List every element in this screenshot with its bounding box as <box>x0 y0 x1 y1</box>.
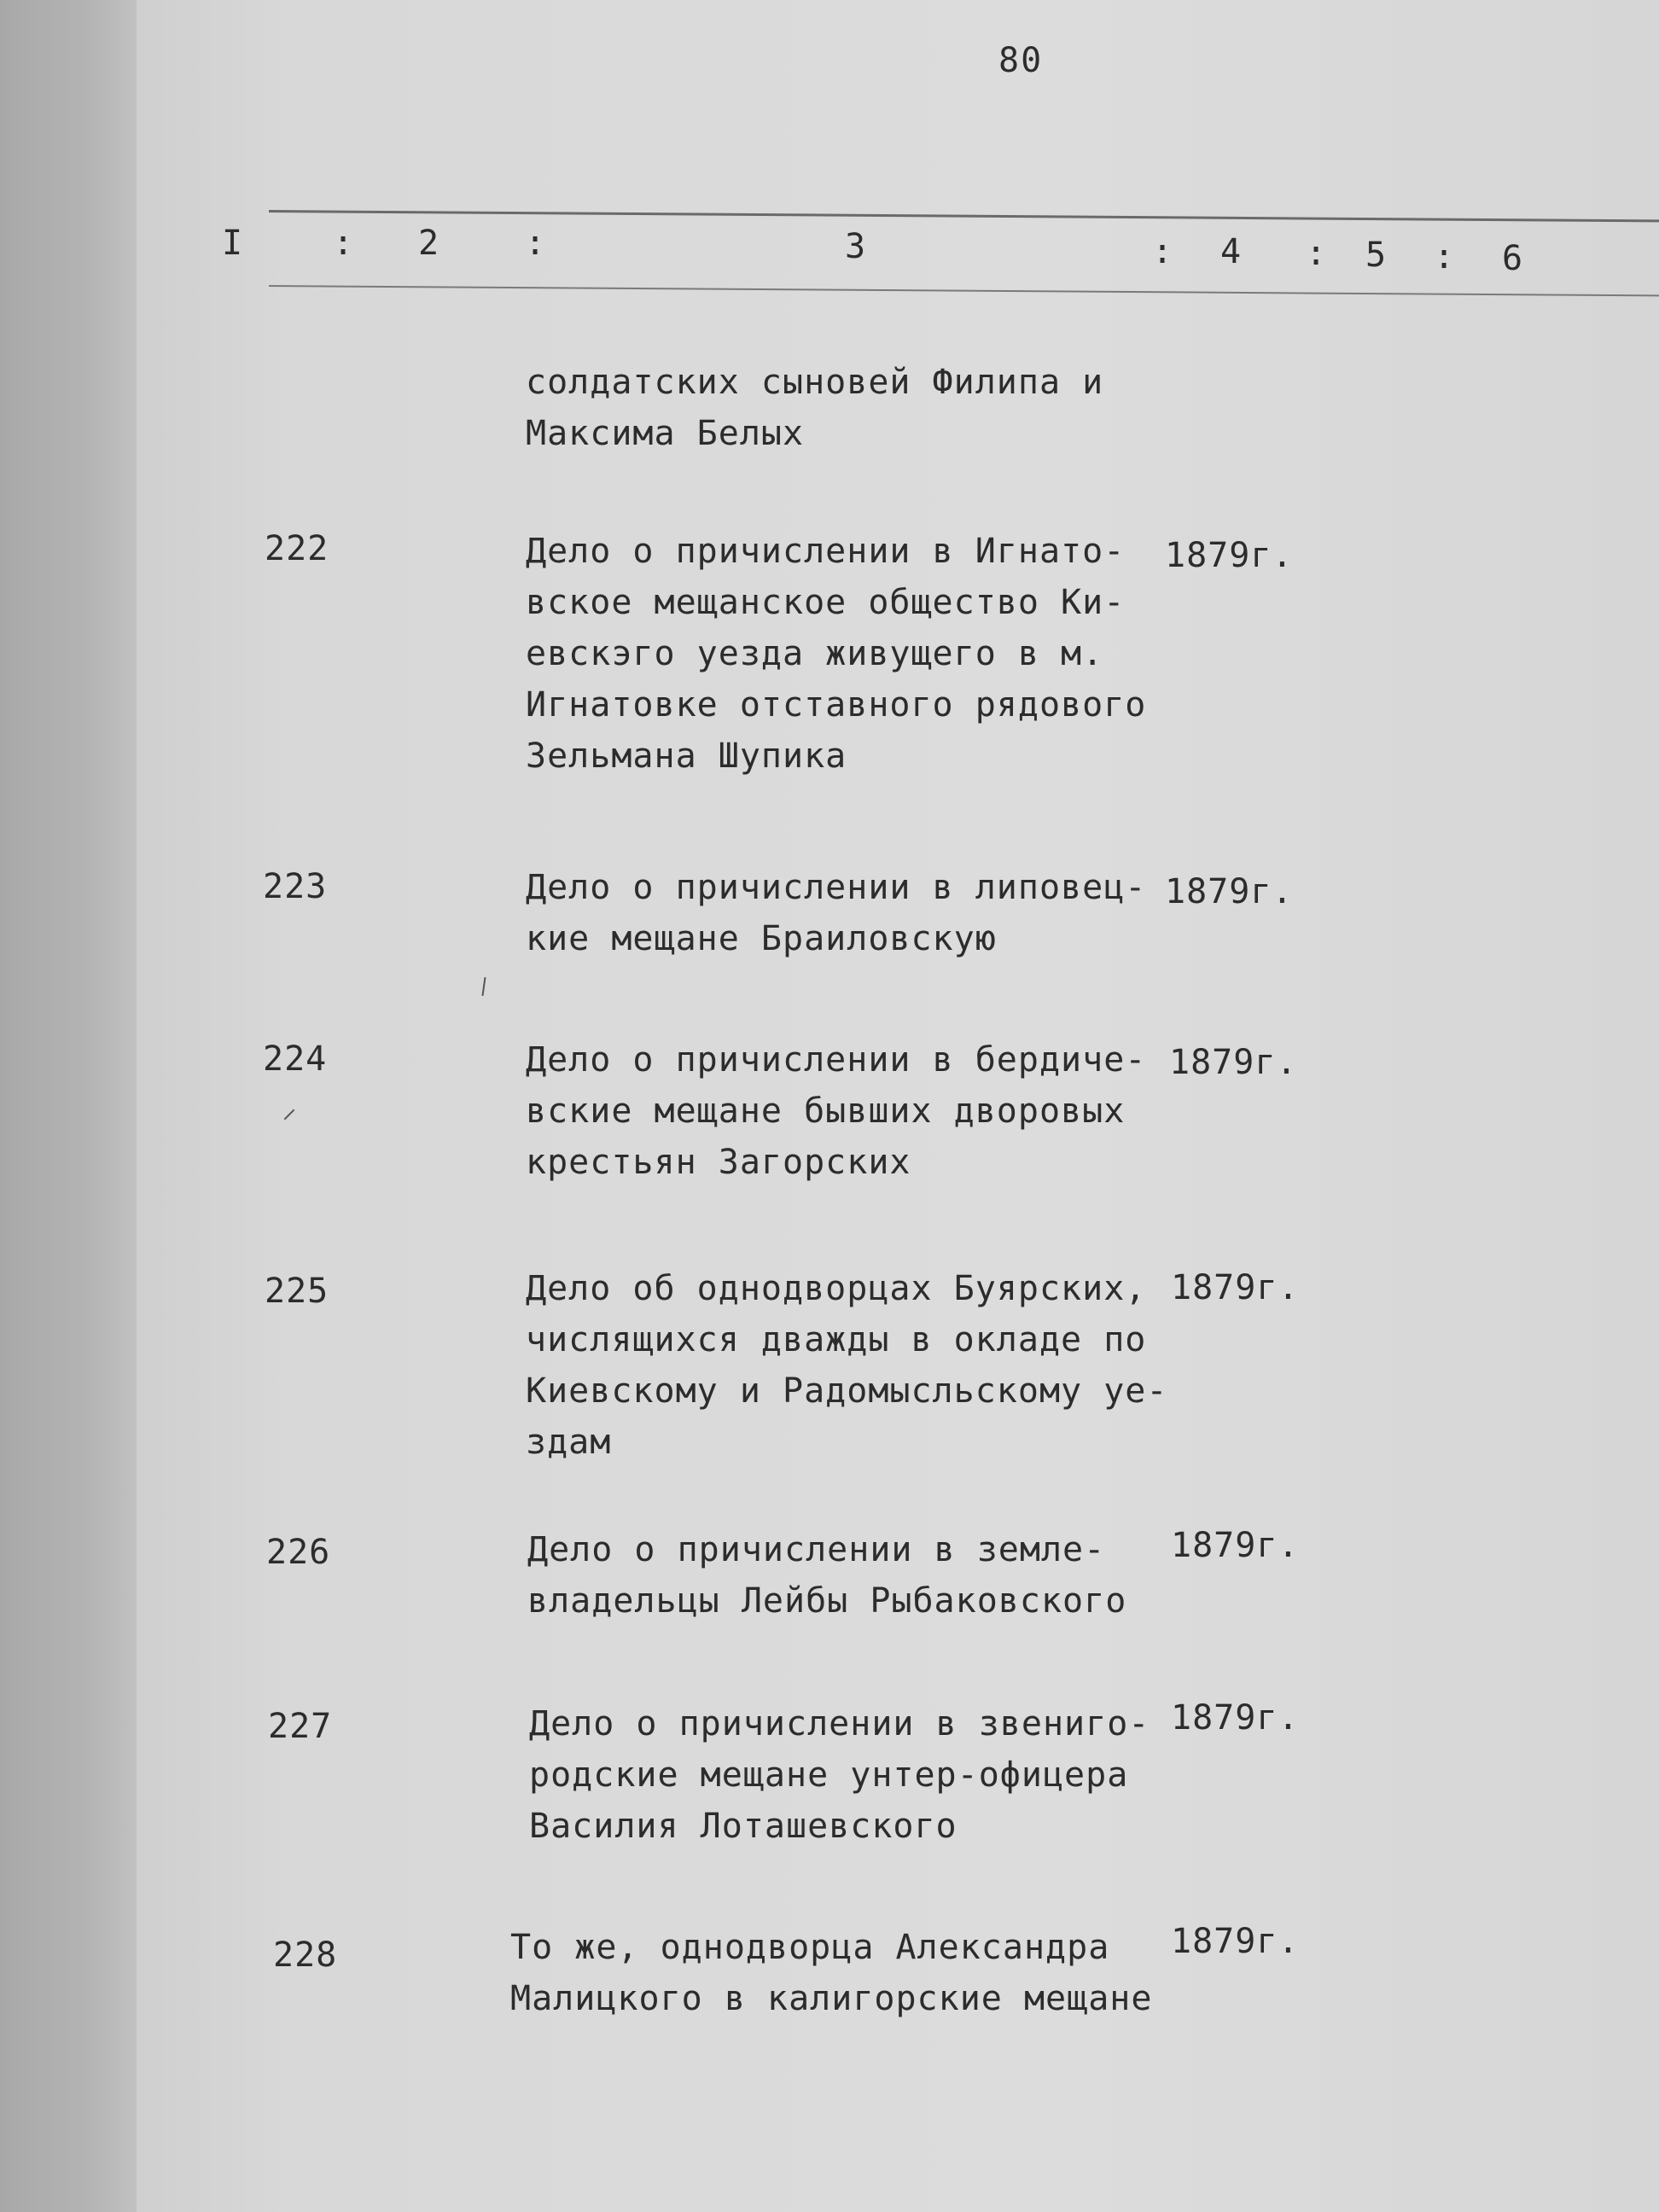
entry-number: 224 <box>263 1039 328 1079</box>
column-separator: : <box>1306 234 1327 273</box>
column-separator: : <box>333 224 354 263</box>
column-separator: : <box>1434 237 1455 276</box>
text-line: Дело о причислении в звениго- <box>529 1704 1150 1743</box>
text-line: Малицкого в калигорские мещане <box>510 1979 1153 2018</box>
entry-year: 1879г. <box>1171 1922 1300 1961</box>
text-line: вские мещане бывших дворовых <box>526 1091 1126 1131</box>
text-line: вское мещанское общество Ки- <box>526 583 1126 622</box>
entry-description <box>527 1524 1126 1627</box>
entry-number: 222 <box>265 529 329 568</box>
entry-description <box>526 526 1146 782</box>
column-separator: : <box>1152 232 1173 271</box>
text-line: Дело об однодворцах Буярских, <box>526 1269 1147 1308</box>
text-line: числящихся дважды в окладе по <box>526 1320 1147 1359</box>
entry-year: 1879г. <box>1165 536 1294 575</box>
entry-description <box>526 1263 1167 1468</box>
document-page <box>137 0 1659 2212</box>
header-top-rule <box>269 210 1659 223</box>
column-header-2: 2 <box>418 224 439 263</box>
column-header-4: 4 <box>1220 232 1242 271</box>
entry-year: 1879г. <box>1169 1043 1298 1082</box>
text-line: владельцы Лейбы Рыбаковского <box>527 1581 1127 1621</box>
page-number: 80 <box>998 41 1044 80</box>
entry-year: 1879г. <box>1165 872 1294 911</box>
entry-description <box>526 1034 1146 1188</box>
entry-description <box>529 1698 1150 1852</box>
entry-description <box>510 1922 1152 2024</box>
text-line: Максима Белых <box>526 414 805 453</box>
column-header-3: 3 <box>845 227 866 266</box>
text-line: здам <box>526 1423 612 1462</box>
text-line: родские мещане унтер-офицера <box>529 1755 1129 1795</box>
entry-number: 228 <box>273 1936 338 1975</box>
column-header-1: I <box>222 224 243 263</box>
entry-description <box>526 862 1146 964</box>
text-line: Дело о причислении в земле- <box>527 1530 1106 1569</box>
entry-number: 226 <box>266 1533 331 1572</box>
pencil-mark <box>284 1109 295 1121</box>
text-line: солдатских сыновей Филипа и <box>526 363 1104 402</box>
entry-year: 1879г. <box>1171 1268 1300 1307</box>
pencil-mark <box>481 977 486 996</box>
column-separator: : <box>525 224 546 263</box>
text-line: То же, однодворца Александра <box>510 1928 1110 1967</box>
text-line: Зельмана Шупика <box>526 736 847 776</box>
page-binding-margin <box>0 0 141 2212</box>
text-line: евскэго уезда живущего в м. <box>526 634 1104 673</box>
text-line: Дело о причислении в липовец- <box>526 868 1147 907</box>
text-line: Дело о причислении в бердиче- <box>526 1040 1147 1080</box>
text-line: кие мещане Браиловскую <box>526 919 997 958</box>
column-header-6: 6 <box>1502 239 1523 278</box>
entry-number: 225 <box>265 1272 329 1311</box>
text-line: Василия Лоташевского <box>529 1807 958 1846</box>
column-header-5: 5 <box>1365 236 1387 275</box>
text-line: крестьян Загорских <box>526 1143 911 1182</box>
entry-year: 1879г. <box>1171 1698 1300 1738</box>
text-line: Дело о причислении в Игнато- <box>526 532 1126 571</box>
entry-number: 223 <box>263 867 328 906</box>
header-bottom-rule <box>269 285 1659 297</box>
continuation-text <box>526 357 1103 459</box>
text-line: Игнатовке отставного рядового <box>526 685 1147 725</box>
entry-year: 1879г. <box>1171 1526 1300 1565</box>
entry-number: 227 <box>268 1707 333 1746</box>
text-line: Киевскому и Радомысльскому уе- <box>526 1371 1168 1411</box>
